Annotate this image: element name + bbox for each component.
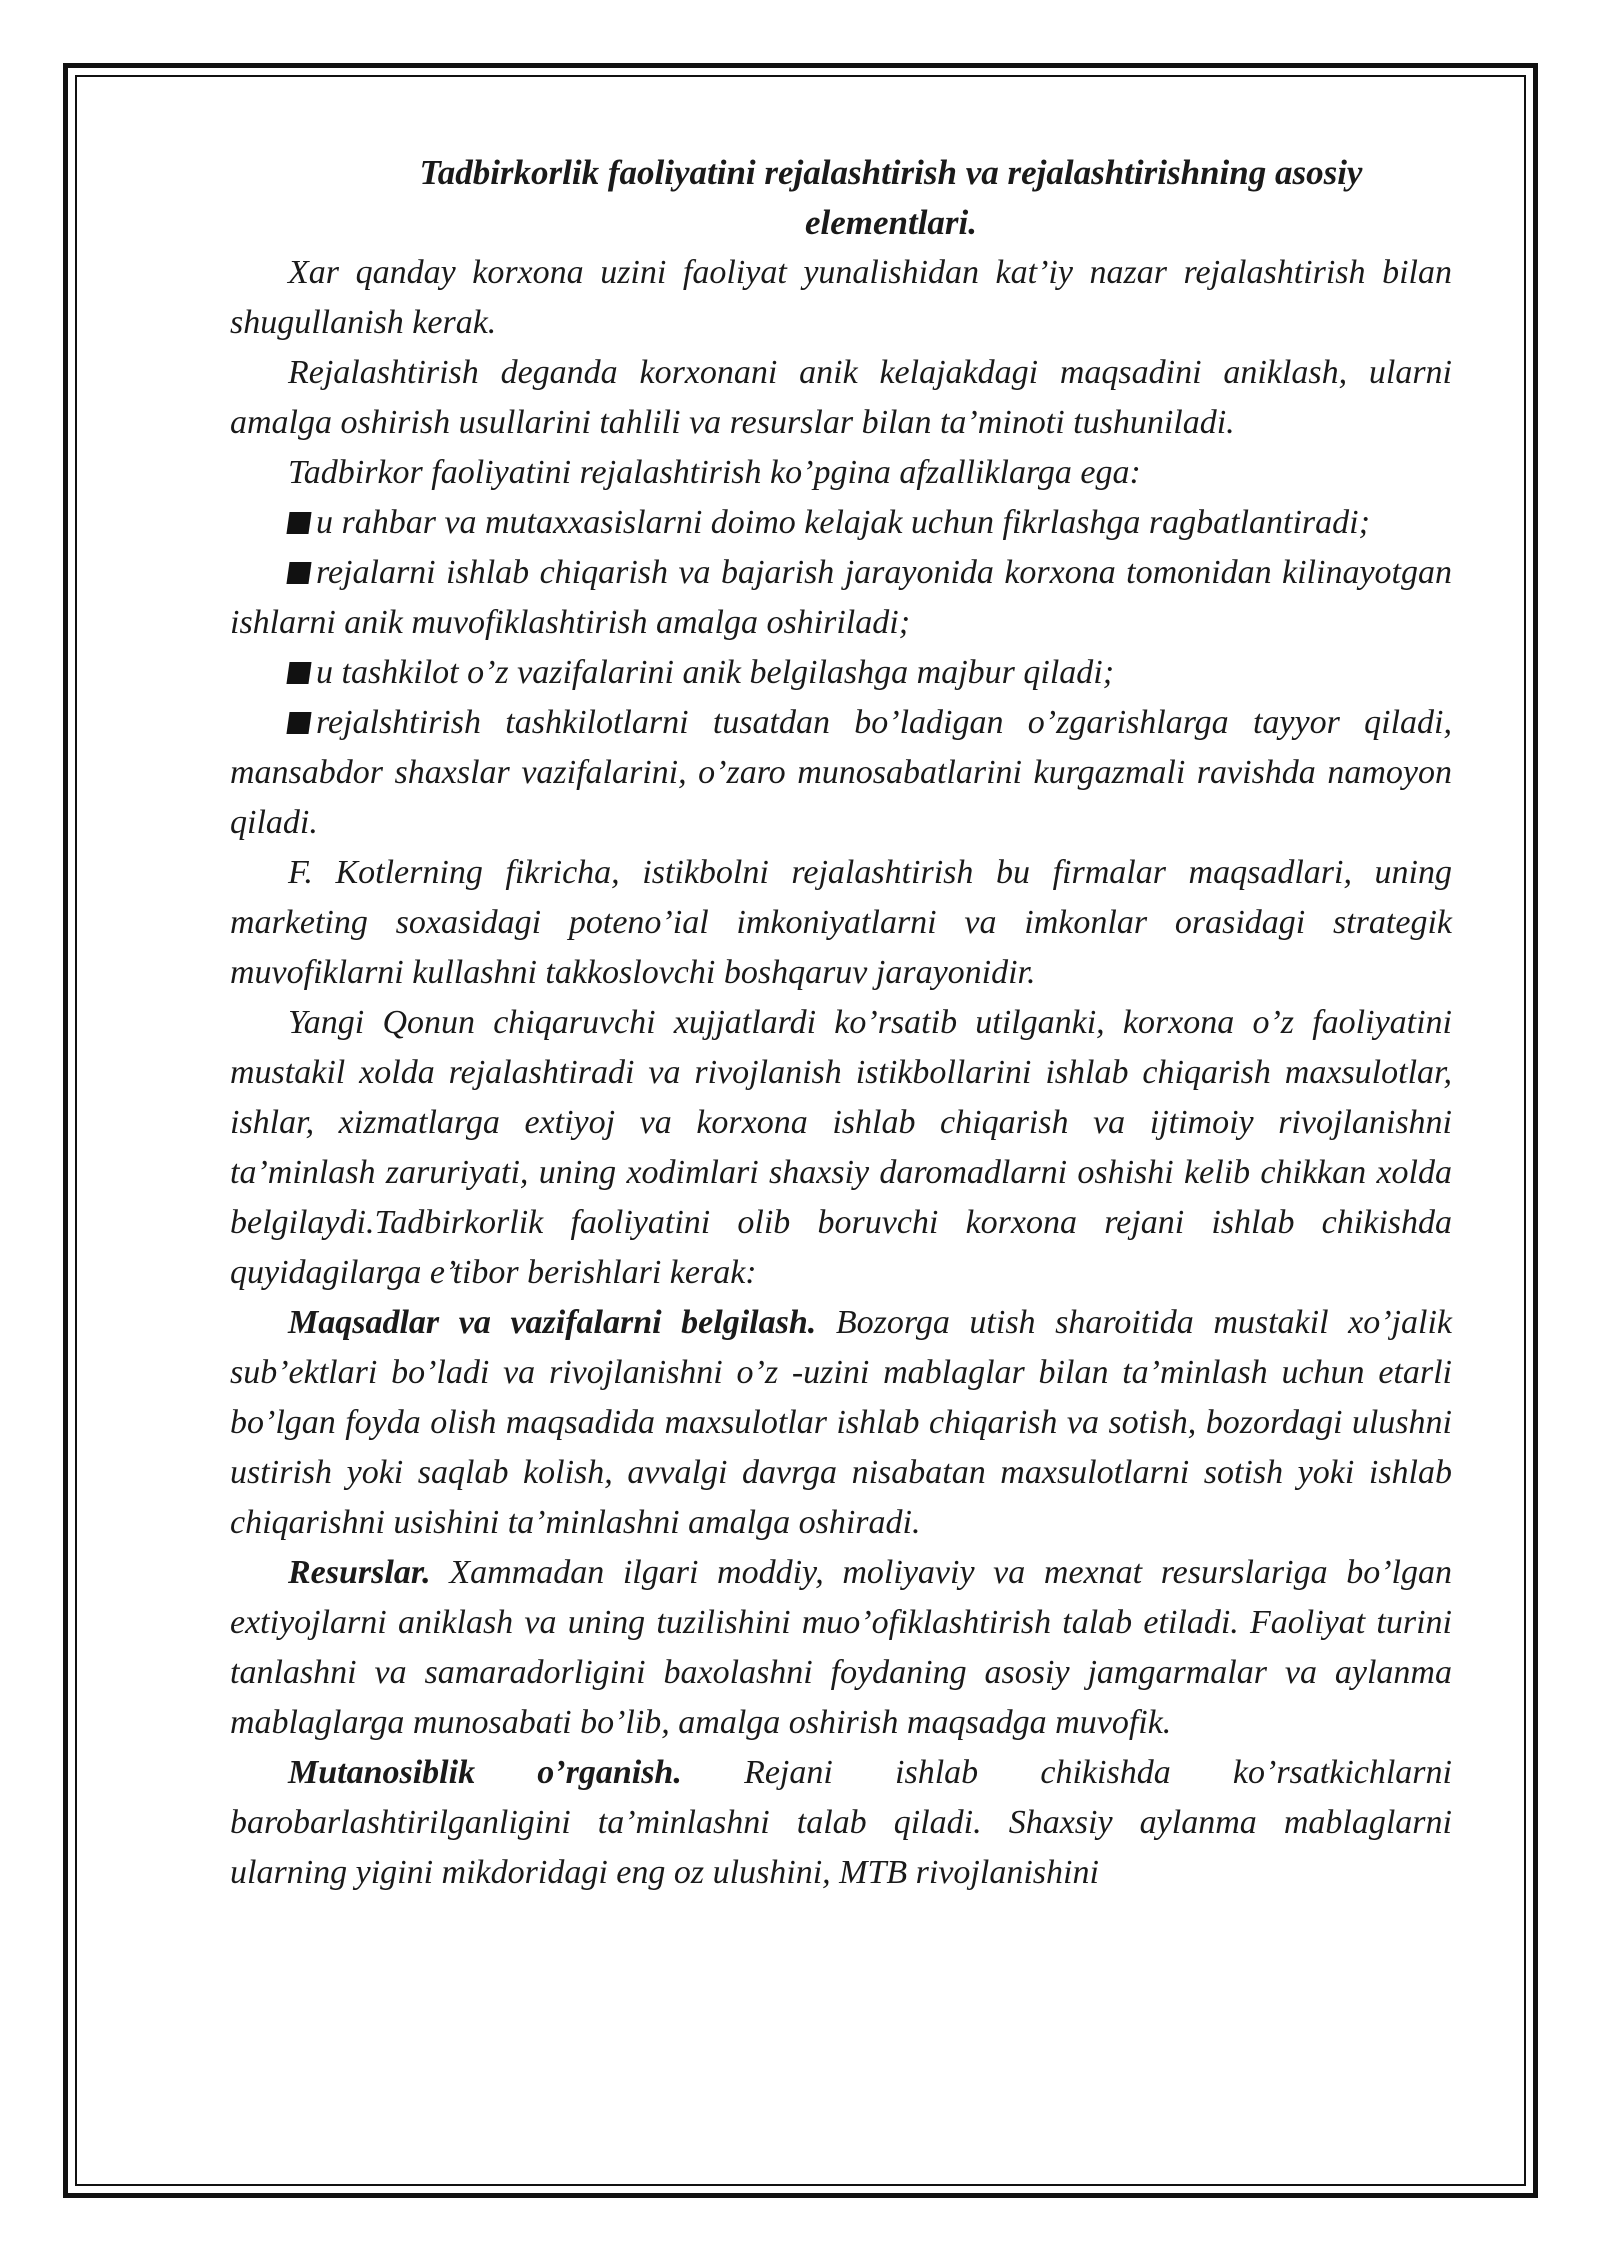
section-text: Xammadan ilgari moddiy, moliyaviy va mexnat resurslariga bo’lgan extiyojlarni aniklash va uning tuzilishini muo’ofiklashtirish talab etiladi. Faoliyat turini tanlashni va samaradorligini baxolashni foydaning asosiy jamgarmalar va aylanma mablaglarga munosabati bo’lib, amalga oshirish maqsadga muvofik. — [230, 1554, 1452, 1741]
paragraph: F. Kotlerning fikricha, istikbolni rejalashtirish bu firmalar maqsadlari, uning marketing soxasidagi poteno’ial imkoniyatlarni va imkonlar orasidagi strategik muvofiklarni kullashni takkoslovchi boshqaruv jarayonidir. — [230, 854, 1452, 991]
square-bullet-icon — [286, 662, 311, 684]
section-heading: Mutanosiblik o’rganish. — [288, 1754, 682, 1791]
section-heading: Maqsadlar va vazifalarni belgilash. — [288, 1304, 817, 1341]
document-body — [230, 148, 1452, 1898]
bullet-text: u rahbar va mutaxxasislarni doimo kelajak uchun fikrlashga ragbatlantiradi; — [316, 504, 1370, 541]
section-paragraph — [230, 1298, 1452, 1548]
section-paragraph — [230, 1548, 1452, 1748]
section-paragraph — [230, 1748, 1452, 1898]
bullet-text: rejalshtirish tashkilotlarni tusatdan bo’ladigan o’zgarishlarga tayyor qiladi, mansabdor shaxslar vazifalarini, o’zaro munosabatlarini kurgazmali ravishda namoyon qiladi. — [230, 704, 1452, 841]
section-text: Bozorga utish sharoitida mustakil xo’jalik sub’ektlari bo’ladi va rivojlanishni o’z -uzini mablaglar bilan ta’minlash uchun etarli bo’lgan foyda olish maqsadida maxsulotlar ishlab chiqarish va sotish, bozordagi ulushni ustirish yoki saqlab kolish, avvalgi davrga nisabatan maxsulotlarni sotish yoki ishlab chiqarishni usishini ta’minlashni amalga oshiradi. — [230, 1304, 1452, 1541]
bullet-text: rejalarni ishlab chiqarish va bajarish jarayonida korxona tomonidan kilinayotgan ishlarni anik muvofiklashtirish amalga oshiriladi; — [230, 554, 1452, 641]
document-title: Tadbirkorlik faoliyatini rejalashtirish va rejalashtirishning asosiy elementlari. — [419, 153, 1363, 242]
bullet-text: u tashkilot o’z vazifalarini anik belgilashga majbur qiladi; — [316, 654, 1115, 691]
paragraph: Tadbirkor faoliyatini rejalashtirish ko’pgina afzalliklarga ega: — [288, 454, 1141, 491]
bullet-item — [230, 548, 1452, 648]
paragraph: Yangi Qonun chiqaruvchi xujjatlardi ko’rsatib utilganki, korxona o’z faoliyatini mustakil xolda rejalashtiradi va rivojlanish istikbollarini ishlab chiqarish maxsulotlar, ishlar, xizmatlarga extiyoj va korxona ishlab chiqarish va ijtimoiy rivojlanishni ta’minlash zaruriyati, uning xodimlari shaxsiy daromadlarni oshishi kelib chikkan xolda belgilaydi.Tadbirkorlik faoliyatini olib boruvchi korxona rejani ishlab chikishda quyidagilarga e’tibor berishlari kerak: — [230, 1004, 1452, 1291]
bullet-item — [230, 648, 1452, 698]
section-heading: Resurslar. — [288, 1554, 431, 1591]
bullet-item — [230, 698, 1452, 848]
bullet-item — [230, 498, 1452, 548]
square-bullet-icon — [286, 562, 311, 584]
section-text: Rejani ishlab chikishda ko’rsatkichlarni barobarlashtirilganligini ta’minlashni talab qiladi. Shaxsiy aylanma mablaglarni ularning yigini mikdoridagi eng oz ulushini, MTB rivojlanishini — [230, 1754, 1452, 1891]
paragraph: Rejalashtirish deganda korxonani anik kelajakdagi maqsadini aniklash, ularni amalga oshirish usullarini tahlili va resurslar bilan ta’minoti tushuniladi. — [230, 354, 1452, 441]
square-bullet-icon — [286, 712, 311, 734]
square-bullet-icon — [286, 512, 311, 534]
paragraph: Xar qanday korxona uzini faoliyat yunalishidan kat’iy nazar rejalashtirish bilan shugullanish kerak. — [230, 254, 1452, 341]
